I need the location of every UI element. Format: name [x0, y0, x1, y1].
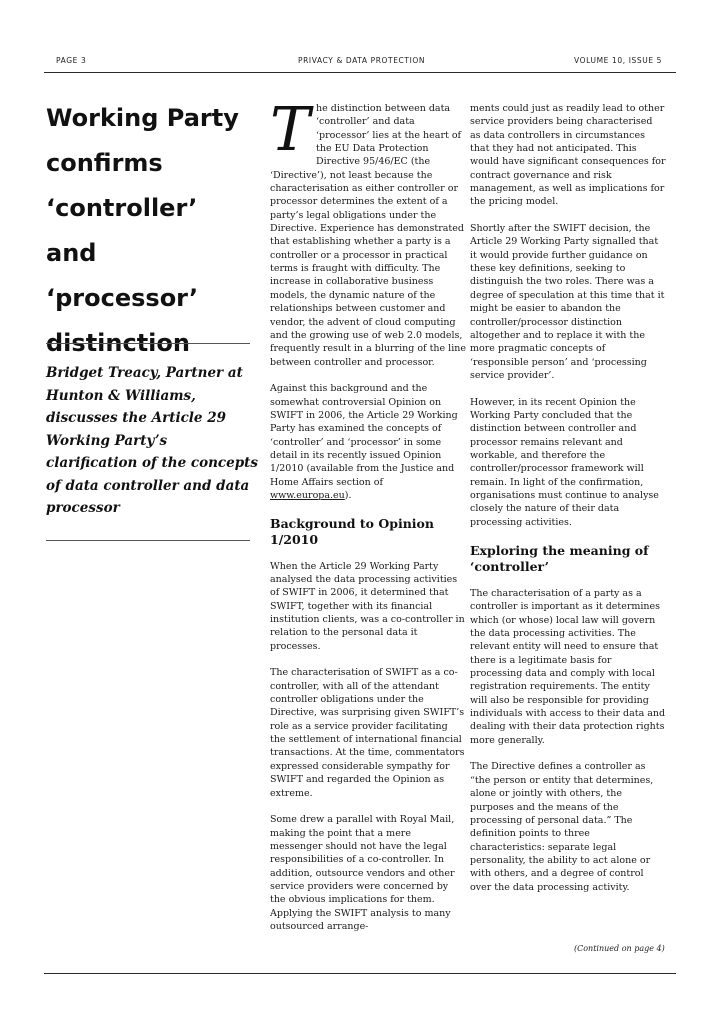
guidance-paragraph: Shortly after the SWIFT decision, the Article 29 Working Party signalled that it would provide further guidance on these key definitions, seeking to distinguish the two roles. There was a degree of speculation at this time that it might be easier to abandon the controller/processor distinction altogether and to replace it with the more pragmatic concepts of ‘responsible person’ and ‘processing service provider’. — [470, 223, 665, 381]
royal-mail-paragraph: Some drew a parallel with Royal Mail, making the point that a mere messenger should not have the legal responsibilities of a co-controller. In addition, outsource vendors and other service providers were concerned by the obvious implications for them. Applying the SWIFT analysis to many outsourced arrange- — [270, 814, 455, 932]
opinion-paragraph: Against this background and the somewhat controversial Opinion on SWIFT in 2006, the Article 29 Working Party has examined the concepts of ‘controller’ and ‘processor’ in some detail in its recently issued Opinion 1/2010 (available from the Justice and Home Affairs section of www.europa.eu). — [270, 383, 458, 501]
article-column-middle — [270, 95, 466, 947]
publication-name: PRIVACY & DATA PROTECTION — [298, 56, 426, 65]
swift-paragraph: When the Article 29 Working Party analysed the data processing activities of SWIFT in 2006, it determined that SWIFT, together with its financial institution clients, was a co-controller in relation to the personal data it processes. — [270, 560, 465, 652]
page-number: PAGE 3 — [56, 56, 87, 65]
recent-opinion-paragraph: However, in its recent Opinion the Working Party concluded that the distinction between controller and processor remains relevant and workable, and therefore the controller/processor framework will remain. In light of the confirmation, organisations must continue to analyse closely the nature of their data processing activities. — [470, 396, 659, 528]
footer-rule — [44, 973, 676, 974]
heading-exploring: Exploring the meaning of ‘controller’ — [470, 543, 649, 574]
controller-importance-paragraph: The characterisation of a party as a controller is important as it determines which (or whose) local law will govern the data processing activities. The relevant entity will need to ensure that there is a legitimate basis for processing data and comply with local registration requirements. The entity will also be responsible for providing individuals with access to their data and dealing with their data protection rights more generally. — [470, 588, 666, 746]
heading-background: Background to Opinion 1/2010 — [270, 515, 434, 547]
drop-cap: T — [270, 95, 311, 165]
intro-text: he distinction between data ‘controller’ and data ‘processor’ lies at the heart of the EU Data Protection Directive 95/46/EC (the ‘Directive’), not least because the characterisation as either controller or processor determines the extent of a party’s legal obligations under the Directive. Experience has demonstrated that establishing whether a party is a controller or a processor in practical terms is fraught with difficulty. The increase in collaborative business models, the dynamic nature of the relationships between customer and vendor, the advent of cloud computing and the growing use of web 2.0 models, frequently result in a blurring of the line between controller and processor. — [270, 103, 466, 368]
outsourcing-paragraph: ments could just as readily lead to other service providers being characterised as data controllers in circumstances that they had not anticipated. This would have significant consequences for contract governance and risk management, as well as implications for the pricing model. — [470, 103, 666, 208]
europa-link[interactable]: www.europa.eu — [270, 489, 345, 501]
header-rule — [44, 72, 676, 73]
volume-issue: VOLUME 10, ISSUE 5 — [574, 56, 663, 65]
article-column-right — [470, 102, 666, 907]
article-dek: Bridget Treacy, Partner at Hunton & Williams, discusses the Article 29 Working Party’s clarification of the concepts of data controller and data processor — [46, 365, 258, 516]
intro-paragraph — [270, 95, 466, 369]
dek-top-rule — [46, 343, 250, 344]
characterisation-paragraph: The characterisation of SWIFT as a co-controller, with all of the attendant controller obligations under the Directive, was surprising given SWIFT’s role as a service provider facilitating the settlement of international financial transactions. At the time, commentators expressed considerable sympathy for SWIFT and regarded the Opinion as extreme. — [270, 667, 465, 799]
dek-bottom-rule — [46, 540, 250, 541]
continued-note: (Continued on page 4) — [574, 944, 665, 953]
article-title: Working Party confirms ‘controller’ and ‘processor’ distinction — [46, 104, 239, 357]
controller-definition-paragraph: The Directive defines a controller as “the person or entity that determines, alone or jointly with others, the purposes and the means of the processing of personal data.” The definition points to three characteristics: separate legal personality, the ability to act alone or with others, and a degree of control over the data processing activity. — [470, 761, 654, 893]
